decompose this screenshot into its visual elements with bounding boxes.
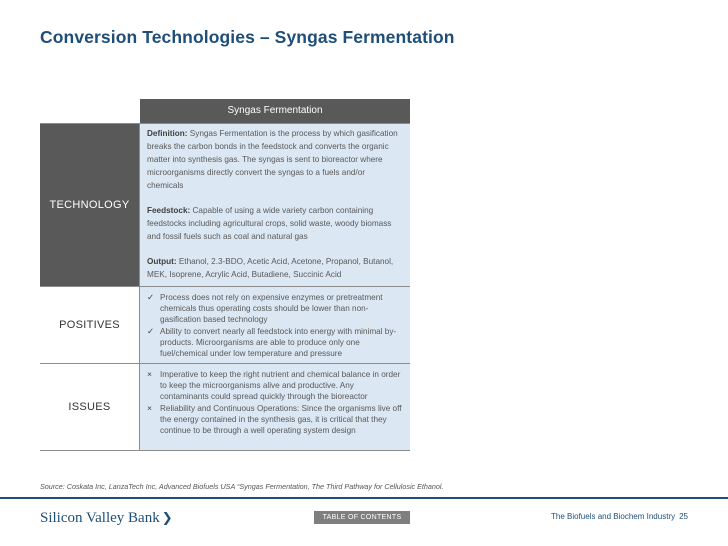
technology-label: TECHNOLOGY — [40, 124, 140, 286]
syngas-table — [40, 99, 410, 451]
checkmark-icon: ✓ — [147, 326, 155, 336]
feedstock-label: Feedstock: — [147, 206, 191, 215]
positives-label: POSITIVES — [40, 287, 140, 363]
issue-text: Reliability and Continuous Operations: Since the organisms live off the energy contained in the synthesis gas, it is critical that they continue to be through a well operating system design — [160, 404, 402, 435]
footer-industry — [551, 512, 688, 521]
positives-row — [40, 286, 410, 363]
source-note: Source: Coskata Inc, LanzaTech Inc, Advanced Biofuels USA “Syngas Fermentation, The Third Pathway for Cellulosic Ethanol. — [40, 482, 444, 491]
issues-label: ISSUES — [40, 364, 140, 450]
svb-logo — [40, 510, 173, 527]
industry-label: The Biofuels and Biochem Industry — [551, 512, 676, 521]
issue-text: Imperative to keep the right nutrient and chemical balance in order to keep the microorganisms alive and productive. Any contaminants could spread quickly through the bioreactor — [160, 370, 401, 401]
feedstock-paragraph — [147, 204, 402, 243]
output-paragraph — [147, 255, 402, 281]
table-header-row — [40, 99, 410, 123]
page-number: 25 — [679, 512, 688, 521]
positive-text: Process does not rely on expensive enzymes or pretreatment chemicals thus operating costs should be lower than non-gasification based technology — [160, 293, 383, 324]
output-label: Output: — [147, 257, 177, 266]
page-title: Conversion Technologies – Syngas Fermentation — [40, 27, 455, 47]
technology-content — [140, 124, 410, 286]
output-text: Ethanol, 2.3-BDO, Acetic Acid, Acetone, Propanol, Butanol, MEK, Isoprene, Acrylic Acid, Butadiene, Succinic Acid — [147, 257, 394, 279]
logo-text: Silicon Valley Bank — [40, 510, 160, 526]
header-blank-cell — [40, 99, 140, 123]
list-item — [147, 403, 402, 436]
definition-label: Definition: — [147, 129, 188, 138]
table-bottom-rule — [40, 450, 410, 451]
positive-text: Ability to convert nearly all feedstock into energy with minimal by-products. Microorganisms are able to produce only one fuel/chemical under low temperature and pressure — [160, 327, 397, 358]
feedstock-text: Capable of using a wide variety carbon containing feedstocks including agricultural crops, solid waste, woody biomass and fossil fuels such as coal and natural gas — [147, 206, 392, 241]
table-of-contents-button[interactable]: TABLE OF CONTENTS — [314, 511, 410, 524]
list-item — [147, 326, 402, 359]
technology-row — [40, 123, 410, 286]
logo-chevron-icon: ❯ — [161, 511, 173, 526]
checkmark-icon: ✓ — [147, 292, 155, 302]
definition-paragraph — [147, 127, 402, 192]
cross-icon: × — [147, 369, 152, 379]
cross-icon: × — [147, 403, 152, 413]
footer-divider — [0, 497, 728, 499]
list-item — [147, 369, 402, 402]
table-header: Syngas Fermentation — [140, 99, 410, 123]
issues-content — [140, 364, 410, 450]
issues-row — [40, 363, 410, 450]
list-item — [147, 292, 402, 325]
definition-text: Syngas Fermentation is the process by which gasification breaks the carbon bonds in the feedstock and converts the organic matter into synthesis gas. The syngas is sent to bioreactor where microorganisms directly convert the syngas to a fuels and/or chemicals — [147, 129, 398, 190]
positives-content — [140, 287, 410, 363]
